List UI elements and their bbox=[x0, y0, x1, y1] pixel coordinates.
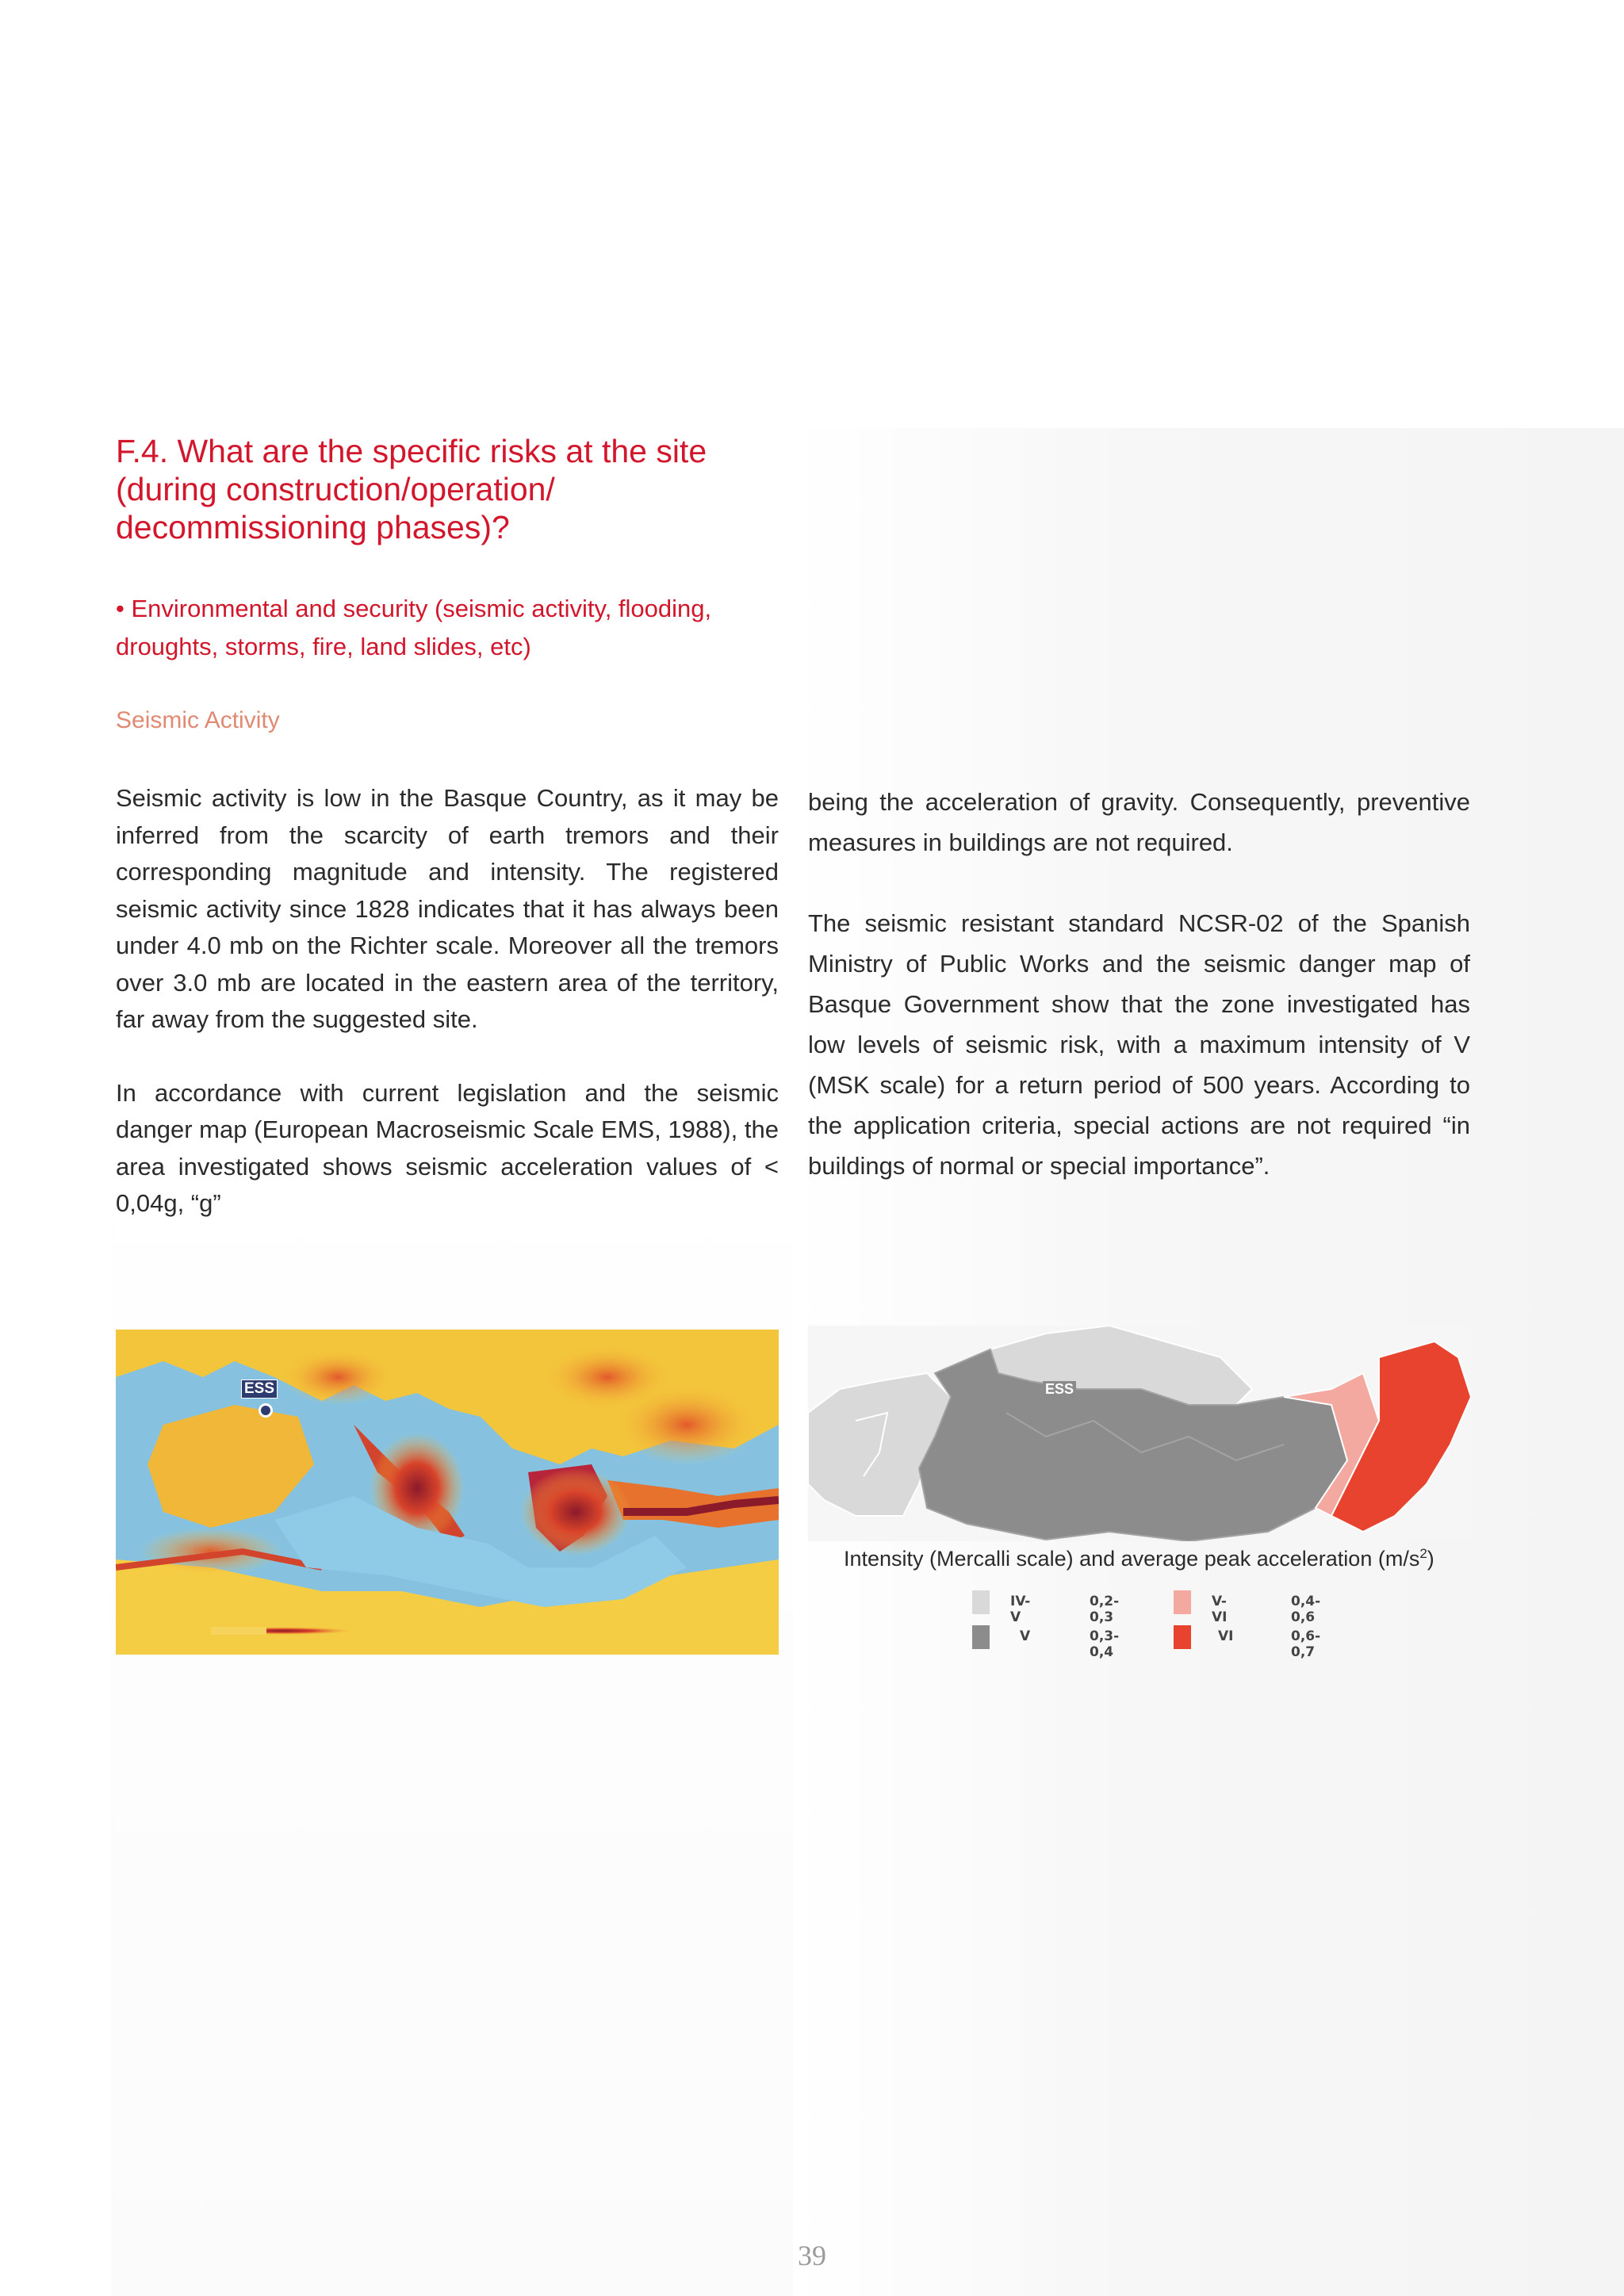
mediterranean-hazard-map bbox=[116, 1330, 779, 1655]
legend-range: 0,2-0,3 bbox=[1090, 1594, 1120, 1625]
basque-intensity-map bbox=[808, 1326, 1471, 1541]
basque-map-image bbox=[808, 1326, 1471, 1541]
risk-bullet: • Environmental and security (seismic activity, flooding, droughts, storms, fire, land slides, etc) bbox=[116, 595, 712, 660]
caption-text: Intensity (Mercalli scale) and average peak acceleration (m/s bbox=[844, 1547, 1420, 1571]
mediterranean-map-image bbox=[116, 1330, 779, 1655]
caption-end: ) bbox=[1427, 1547, 1434, 1571]
right-column bbox=[808, 782, 1470, 1186]
ess-location-dot bbox=[259, 1403, 273, 1418]
legend-swatch bbox=[972, 1625, 990, 1649]
paragraph: In accordance with current legislation and the seismic danger map (European Macroseismic Scale EMS, 1988), the area investigated shows seismic acceleration values of < 0,04g, “g” bbox=[116, 1078, 779, 1217]
legend-swatch bbox=[1174, 1590, 1191, 1614]
subheading: Seismic Activity bbox=[116, 707, 280, 733]
paragraph: The seismic resistant standard NCSR-02 of the Spanish Ministry of Public Works and the seismic danger map of Basque Government show that the zone investigated has low levels of seismic risk, with a maximum intensity of V (MSK scale) for a return period of 500 years. According to the application criteria, special actions are not required “in buildings of normal or special importance”. bbox=[808, 909, 1470, 1180]
map-caption bbox=[844, 1546, 1434, 1571]
section-heading: F.4. What are the specific risks at the site (during construction/operation/ decommissioning phases)? bbox=[116, 433, 707, 545]
ess-marker-label: ESS bbox=[1043, 1381, 1076, 1398]
legend-label: VI bbox=[1218, 1628, 1234, 1644]
legend-swatch bbox=[1174, 1625, 1191, 1649]
paragraph: Seismic activity is low in the Basque Country, as it may be inferred from the scarcity of earth tremors and their corresponding magnitude and intensity. The registered seismic activity since 1828 indicates that it has always been under 4.0 mb on the Richter scale. Moreover all the tremors over 3.0 mb are located in the eastern area of the territory, far away from the suggested site. bbox=[116, 784, 779, 1033]
ess-marker-label: ESS bbox=[241, 1380, 278, 1399]
legend-label: V bbox=[1020, 1628, 1031, 1644]
intensity-legend bbox=[972, 1590, 1385, 1660]
legend-swatch bbox=[972, 1590, 990, 1614]
paragraph: being the acceleration of gravity. Consequently, preventive measures in buildings are not required. bbox=[808, 788, 1470, 856]
legend-range: 0,3-0,4 bbox=[1090, 1628, 1120, 1660]
legend-range: 0,6-0,7 bbox=[1291, 1628, 1321, 1660]
caption-superscript: 2 bbox=[1419, 1546, 1427, 1561]
legend-label: V-VI bbox=[1212, 1594, 1228, 1625]
legend-label: IV-V bbox=[1010, 1594, 1031, 1625]
page-number: 39 bbox=[798, 2240, 826, 2271]
legend-range: 0,4-0,6 bbox=[1291, 1594, 1321, 1625]
page-shading-left bbox=[111, 1110, 793, 2296]
left-column bbox=[116, 780, 779, 1223]
